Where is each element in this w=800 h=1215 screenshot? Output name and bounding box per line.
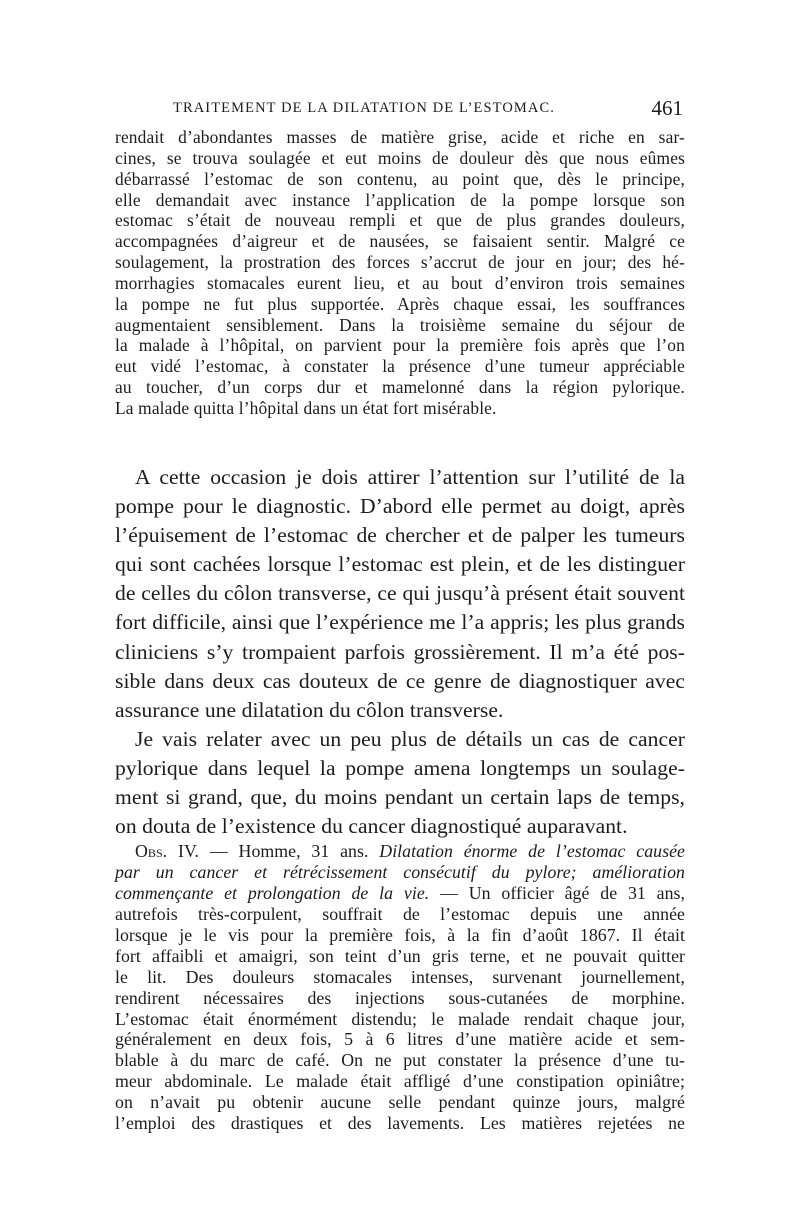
text-line: rendait d’abondantes masses de matière grise, acide et riche en sar-	[115, 127, 685, 147]
text-line: le lit. Des douleurs stomacales intenses, survenant journellement,	[115, 966, 685, 987]
text-line: fort difficile, ainsi que l’expérience me l’a appris; les plus grands	[115, 610, 685, 635]
observation-title-line	[115, 883, 685, 904]
text-line: blable à du marc de café. On ne put constater la présence d’une tu-	[115, 1050, 685, 1071]
text-line: L’estomac était énormément distendu; le malade rendait chaque jour,	[115, 1008, 685, 1029]
text-line: cines, se trouva soulagée et eut moins de douleur dès que nous eûmes	[115, 147, 685, 168]
text-line: sible dans deux cas douteux de ce genre de diagnostiquer avec	[115, 668, 685, 693]
text-line: la pompe ne fut plus supportée. Après chaque essai, les souffrances	[115, 293, 685, 314]
text-line: fort affaibli et amaigri, son teint d’un gris terne, et ne pouvait quitter	[115, 945, 685, 966]
page-header	[115, 98, 685, 122]
observation-title-part: commençante et prolongation de la vie.	[115, 882, 430, 903]
text-line: soulagement, la prostration des forces s’accrut de jour en jour; des hé-	[115, 252, 685, 273]
text-line: eut vidé l’estomac, à constater la présence d’une tumeur appréciable	[115, 356, 685, 377]
observation-iv	[115, 841, 685, 1134]
text-line: autrefois très-corpulent, souffrait de l’estomac depuis une année	[115, 903, 685, 924]
text-line: Je vais relater avec un peu plus de détails un cas de cancer	[135, 726, 685, 751]
text-line: assurance une dilatation du côlon transverse.	[115, 697, 504, 722]
page-number: 461	[651, 96, 683, 120]
text-line: La malade quitta l’hôpital dans un état fort misérable.	[115, 397, 497, 418]
text-line: lorsque je le vis pour la première fois, à la fin d’août 1867. Il était	[115, 924, 685, 945]
text-line: débarrassé l’estomac de son contenu, au point que, dès le principe,	[115, 168, 685, 189]
observation-subject: — Homme, 31 ans.	[199, 841, 380, 861]
text-line: qui sont cachées lorsque l’estomac est plein, et de les distinguer	[115, 552, 685, 577]
text-line: accompagnées d’aigreur et de nausées, se faisaient sentir. Malgré ce	[115, 231, 685, 252]
text-line: augmentaient sensiblement. Dans la troisième semaine du séjour de	[115, 314, 685, 335]
text-line: la malade à l’hôpital, on parvient pour la première fois après que l’on	[115, 335, 685, 356]
text-line: meur abdominale. Le malade était affligé d’une constipation opiniâtre;	[115, 1071, 685, 1092]
observation-text-part: — Un officier âgé de 31 ans,	[429, 882, 685, 903]
text-line: pylorique dans lequel la pompe amena longtemps un soulage-	[115, 755, 685, 780]
text-line: cliniciens s’y trompaient parfois grossièrement. Il m’a été pos-	[115, 639, 685, 664]
text-line: A cette occasion je dois attirer l’attention sur l’utilité de la	[135, 465, 685, 489]
observation-title-line: par un cancer et rétrécissement consécutif du pylore; amélioration	[115, 861, 685, 882]
observation-title-part: Dilatation énorme de l’estomac causée	[379, 841, 685, 861]
observation-heading-line	[115, 841, 685, 862]
paragraph-case-continuation	[115, 127, 685, 419]
text-line: l’épuisement de l’estomac de chercher et de palper les tumeurs	[115, 523, 685, 548]
running-title: TRAITEMENT DE LA DILATATION DE L’ESTOMAC.	[173, 100, 555, 116]
text-line: au toucher, d’un corps dur et mamelonné dans la région pylorique.	[115, 377, 685, 398]
text-line: ment si grand, que, du moins pendant un certain laps de temps,	[115, 785, 685, 810]
text-line: pompe pour le diagnostic. D’abord elle permet au doigt, après	[115, 494, 685, 519]
paragraph-diagnostic	[115, 463, 685, 841]
text-line: on douta de l’existence du cancer diagnostiqué auparavant.	[115, 814, 628, 839]
text-line: estomac s’était de nouveau rempli et que de plus grandes douleurs,	[115, 210, 685, 231]
observation-label: Obs. IV.	[135, 841, 200, 861]
text-line: morrhagies stomacales eurent lieu, et au bout d’environ trois semaines	[115, 272, 685, 293]
text-line: généralement en deux fois, 5 à 6 litres d’une matière acide et sem-	[115, 1029, 685, 1050]
text-line: rendirent nécessaires des injections sous-cutanées de morphine.	[115, 987, 685, 1008]
text-line: elle demandait avec instance l’application de la pompe lorsque son	[115, 189, 685, 210]
text-line: de celles du côlon transverse, ce qui jusqu’à présent était souvent	[115, 581, 685, 606]
text-line: l’emploi des drastiques et des lavements. Les matières rejetées ne	[115, 1113, 685, 1134]
text-line: on n’avait pu obtenir aucune selle pendant quinze jours, malgré	[115, 1092, 685, 1113]
